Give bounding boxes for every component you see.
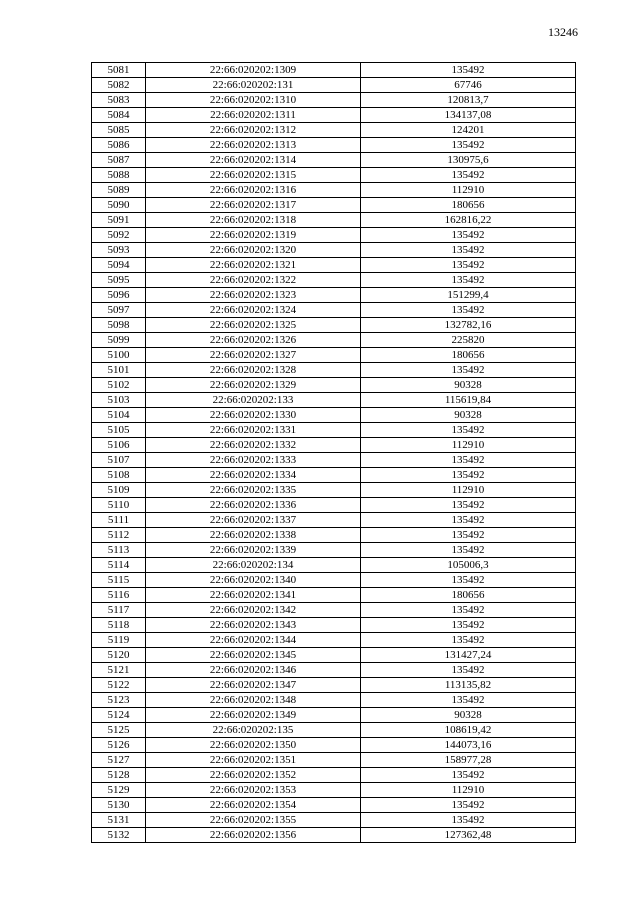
value-cell: 127362,48 xyxy=(361,828,576,843)
table-row xyxy=(92,213,576,228)
cadastral-number-cell: 22:66:020202:1344 xyxy=(146,633,361,648)
cadastral-number-cell: 22:66:020202:1354 xyxy=(146,798,361,813)
table-row xyxy=(92,408,576,423)
row-number-cell: 5114 xyxy=(92,558,146,573)
row-number-cell: 5096 xyxy=(92,288,146,303)
cadastral-number-cell: 22:66:020202:1341 xyxy=(146,588,361,603)
value-cell: 135492 xyxy=(361,273,576,288)
cadastral-number-cell: 22:66:020202:1348 xyxy=(146,693,361,708)
value-cell: 132782,16 xyxy=(361,318,576,333)
cadastral-number-cell: 22:66:020202:1332 xyxy=(146,438,361,453)
table-row xyxy=(92,228,576,243)
table-row xyxy=(92,423,576,438)
table-row xyxy=(92,363,576,378)
row-number-cell: 5089 xyxy=(92,183,146,198)
row-number-cell: 5090 xyxy=(92,198,146,213)
value-cell: 135492 xyxy=(361,468,576,483)
table-row xyxy=(92,678,576,693)
value-cell: 134137,08 xyxy=(361,108,576,123)
cadastral-number-cell: 22:66:020202:1316 xyxy=(146,183,361,198)
cadastral-number-cell: 22:66:020202:1356 xyxy=(146,828,361,843)
row-number-cell: 5097 xyxy=(92,303,146,318)
value-cell: 135492 xyxy=(361,528,576,543)
row-number-cell: 5110 xyxy=(92,498,146,513)
cadastral-number-cell: 22:66:020202:1335 xyxy=(146,483,361,498)
row-number-cell: 5085 xyxy=(92,123,146,138)
row-number-cell: 5081 xyxy=(92,63,146,78)
table-row xyxy=(92,783,576,798)
value-cell: 112910 xyxy=(361,783,576,798)
value-cell: 131427,24 xyxy=(361,648,576,663)
value-cell: 135492 xyxy=(361,663,576,678)
table-row xyxy=(92,78,576,93)
cadastral-number-cell: 22:66:020202:1324 xyxy=(146,303,361,318)
cadastral-number-cell: 22:66:020202:1338 xyxy=(146,528,361,543)
value-cell: 135492 xyxy=(361,363,576,378)
table-row xyxy=(92,318,576,333)
value-cell: 135492 xyxy=(361,168,576,183)
cadastral-number-cell: 22:66:020202:1323 xyxy=(146,288,361,303)
value-cell: 67746 xyxy=(361,78,576,93)
cadastral-number-cell: 22:66:020202:1343 xyxy=(146,618,361,633)
value-cell: 135492 xyxy=(361,303,576,318)
row-number-cell: 5121 xyxy=(92,663,146,678)
row-number-cell: 5113 xyxy=(92,543,146,558)
table-row xyxy=(92,438,576,453)
page-number: 13246 xyxy=(548,25,578,39)
cadastral-number-cell: 22:66:020202:1349 xyxy=(146,708,361,723)
cadastral-number-cell: 22:66:020202:1328 xyxy=(146,363,361,378)
value-cell: 135492 xyxy=(361,258,576,273)
row-number-cell: 5082 xyxy=(92,78,146,93)
table-row xyxy=(92,93,576,108)
cadastral-number-cell: 22:66:020202:1326 xyxy=(146,333,361,348)
cadastral-number-cell: 22:66:020202:1333 xyxy=(146,453,361,468)
cadastral-number-cell: 22:66:020202:1342 xyxy=(146,603,361,618)
row-number-cell: 5106 xyxy=(92,438,146,453)
table-row xyxy=(92,138,576,153)
table-row xyxy=(92,828,576,843)
cadastral-number-cell: 22:66:020202:131 xyxy=(146,78,361,93)
value-cell: 108619,42 xyxy=(361,723,576,738)
cadastral-number-cell: 22:66:020202:1347 xyxy=(146,678,361,693)
row-number-cell: 5123 xyxy=(92,693,146,708)
value-cell: 112910 xyxy=(361,438,576,453)
value-cell: 135492 xyxy=(361,513,576,528)
cadastral-number-cell: 22:66:020202:1322 xyxy=(146,273,361,288)
table-row xyxy=(92,378,576,393)
value-cell: 130975,6 xyxy=(361,153,576,168)
cadastral-number-cell: 22:66:020202:1340 xyxy=(146,573,361,588)
table-row xyxy=(92,738,576,753)
table-row xyxy=(92,153,576,168)
table-row xyxy=(92,708,576,723)
table-row xyxy=(92,483,576,498)
table-row xyxy=(92,573,576,588)
table-row xyxy=(92,693,576,708)
cadastral-number-cell: 22:66:020202:1330 xyxy=(146,408,361,423)
value-cell: 90328 xyxy=(361,378,576,393)
cadastral-number-cell: 22:66:020202:1351 xyxy=(146,753,361,768)
table-row xyxy=(92,768,576,783)
table-row xyxy=(92,648,576,663)
value-cell: 135492 xyxy=(361,618,576,633)
cadastral-number-cell: 22:66:020202:1352 xyxy=(146,768,361,783)
value-cell: 180656 xyxy=(361,588,576,603)
table-row xyxy=(92,543,576,558)
cadastral-number-cell: 22:66:020202:1355 xyxy=(146,813,361,828)
value-cell: 135492 xyxy=(361,423,576,438)
cadastral-number-cell: 22:66:020202:1314 xyxy=(146,153,361,168)
value-cell: 162816,22 xyxy=(361,213,576,228)
table-row xyxy=(92,753,576,768)
value-cell: 158977,28 xyxy=(361,753,576,768)
row-number-cell: 5100 xyxy=(92,348,146,363)
value-cell: 180656 xyxy=(361,198,576,213)
row-number-cell: 5119 xyxy=(92,633,146,648)
value-cell: 135492 xyxy=(361,228,576,243)
table-row xyxy=(92,663,576,678)
row-number-cell: 5129 xyxy=(92,783,146,798)
table-row xyxy=(92,393,576,408)
row-number-cell: 5118 xyxy=(92,618,146,633)
table-row xyxy=(92,288,576,303)
value-cell: 90328 xyxy=(361,408,576,423)
cadastral-number-cell: 22:66:020202:1346 xyxy=(146,663,361,678)
row-number-cell: 5094 xyxy=(92,258,146,273)
row-number-cell: 5105 xyxy=(92,423,146,438)
table-row xyxy=(92,258,576,273)
cadastral-number-cell: 22:66:020202:1317 xyxy=(146,198,361,213)
cadastral-number-cell: 22:66:020202:1318 xyxy=(146,213,361,228)
value-cell: 135492 xyxy=(361,498,576,513)
row-number-cell: 5092 xyxy=(92,228,146,243)
row-number-cell: 5093 xyxy=(92,243,146,258)
cadastral-number-cell: 22:66:020202:133 xyxy=(146,393,361,408)
table-row xyxy=(92,723,576,738)
value-cell: 135492 xyxy=(361,453,576,468)
row-number-cell: 5103 xyxy=(92,393,146,408)
row-number-cell: 5115 xyxy=(92,573,146,588)
value-cell: 112910 xyxy=(361,183,576,198)
row-number-cell: 5124 xyxy=(92,708,146,723)
table-row xyxy=(92,498,576,513)
cadastral-number-cell: 22:66:020202:1337 xyxy=(146,513,361,528)
value-cell: 124201 xyxy=(361,123,576,138)
row-number-cell: 5112 xyxy=(92,528,146,543)
value-cell: 135492 xyxy=(361,633,576,648)
row-number-cell: 5088 xyxy=(92,168,146,183)
table-row xyxy=(92,603,576,618)
row-number-cell: 5098 xyxy=(92,318,146,333)
row-number-cell: 5091 xyxy=(92,213,146,228)
cadastral-number-cell: 22:66:020202:1327 xyxy=(146,348,361,363)
cadastral-number-cell: 22:66:020202:1353 xyxy=(146,783,361,798)
table-row xyxy=(92,198,576,213)
value-cell: 135492 xyxy=(361,813,576,828)
row-number-cell: 5131 xyxy=(92,813,146,828)
value-cell: 144073,16 xyxy=(361,738,576,753)
cadastral-number-cell: 22:66:020202:1334 xyxy=(146,468,361,483)
row-number-cell: 5084 xyxy=(92,108,146,123)
row-number-cell: 5095 xyxy=(92,273,146,288)
value-cell: 105006,3 xyxy=(361,558,576,573)
value-cell: 135492 xyxy=(361,243,576,258)
table-row xyxy=(92,123,576,138)
row-number-cell: 5086 xyxy=(92,138,146,153)
cadastral-number-cell: 22:66:020202:1339 xyxy=(146,543,361,558)
row-number-cell: 5128 xyxy=(92,768,146,783)
cadastral-number-cell: 22:66:020202:1329 xyxy=(146,378,361,393)
row-number-cell: 5125 xyxy=(92,723,146,738)
cadastral-number-cell: 22:66:020202:1312 xyxy=(146,123,361,138)
cadastral-number-cell: 22:66:020202:1319 xyxy=(146,228,361,243)
table-row xyxy=(92,798,576,813)
cadastral-number-cell: 22:66:020202:1309 xyxy=(146,63,361,78)
cadastral-number-cell: 22:66:020202:1320 xyxy=(146,243,361,258)
cadastral-number-cell: 22:66:020202:1321 xyxy=(146,258,361,273)
row-number-cell: 5107 xyxy=(92,453,146,468)
cadastral-number-cell: 22:66:020202:1331 xyxy=(146,423,361,438)
cadastral-number-cell: 22:66:020202:1311 xyxy=(146,108,361,123)
cadastral-number-cell: 22:66:020202:1313 xyxy=(146,138,361,153)
value-cell: 135492 xyxy=(361,63,576,78)
table-row xyxy=(92,633,576,648)
cadastral-number-cell: 22:66:020202:1336 xyxy=(146,498,361,513)
row-number-cell: 5099 xyxy=(92,333,146,348)
row-number-cell: 5102 xyxy=(92,378,146,393)
row-number-cell: 5117 xyxy=(92,603,146,618)
row-number-cell: 5127 xyxy=(92,753,146,768)
row-number-cell: 5126 xyxy=(92,738,146,753)
row-number-cell: 5083 xyxy=(92,93,146,108)
value-cell: 113135,82 xyxy=(361,678,576,693)
value-cell: 120813,7 xyxy=(361,93,576,108)
row-number-cell: 5111 xyxy=(92,513,146,528)
table-row xyxy=(92,183,576,198)
table-row xyxy=(92,513,576,528)
cadastral-number-cell: 22:66:020202:1350 xyxy=(146,738,361,753)
data-table xyxy=(91,62,576,843)
row-number-cell: 5130 xyxy=(92,798,146,813)
value-cell: 135492 xyxy=(361,768,576,783)
value-cell: 225820 xyxy=(361,333,576,348)
row-number-cell: 5101 xyxy=(92,363,146,378)
row-number-cell: 5122 xyxy=(92,678,146,693)
row-number-cell: 5109 xyxy=(92,483,146,498)
cadastral-number-cell: 22:66:020202:1310 xyxy=(146,93,361,108)
cadastral-number-cell: 22:66:020202:135 xyxy=(146,723,361,738)
table-row xyxy=(92,813,576,828)
table-body xyxy=(92,63,576,843)
row-number-cell: 5104 xyxy=(92,408,146,423)
table-row xyxy=(92,243,576,258)
value-cell: 180656 xyxy=(361,348,576,363)
value-cell: 135492 xyxy=(361,603,576,618)
cadastral-number-cell: 22:66:020202:1315 xyxy=(146,168,361,183)
table-row xyxy=(92,63,576,78)
table-row xyxy=(92,558,576,573)
table-row xyxy=(92,468,576,483)
row-number-cell: 5116 xyxy=(92,588,146,603)
table-row xyxy=(92,273,576,288)
row-number-cell: 5087 xyxy=(92,153,146,168)
table-row xyxy=(92,588,576,603)
value-cell: 151299,4 xyxy=(361,288,576,303)
table-row xyxy=(92,303,576,318)
cadastral-number-cell: 22:66:020202:1325 xyxy=(146,318,361,333)
row-number-cell: 5120 xyxy=(92,648,146,663)
table-row xyxy=(92,618,576,633)
value-cell: 135492 xyxy=(361,543,576,558)
cadastral-number-cell: 22:66:020202:134 xyxy=(146,558,361,573)
value-cell: 135492 xyxy=(361,798,576,813)
value-cell: 135492 xyxy=(361,693,576,708)
value-cell: 135492 xyxy=(361,573,576,588)
row-number-cell: 5132 xyxy=(92,828,146,843)
table-row xyxy=(92,528,576,543)
table-row xyxy=(92,333,576,348)
cadastral-number-cell: 22:66:020202:1345 xyxy=(146,648,361,663)
table-row xyxy=(92,108,576,123)
value-cell: 135492 xyxy=(361,138,576,153)
value-cell: 115619,84 xyxy=(361,393,576,408)
table-row xyxy=(92,168,576,183)
value-cell: 90328 xyxy=(361,708,576,723)
table-row xyxy=(92,348,576,363)
table-row xyxy=(92,453,576,468)
row-number-cell: 5108 xyxy=(92,468,146,483)
value-cell: 112910 xyxy=(361,483,576,498)
